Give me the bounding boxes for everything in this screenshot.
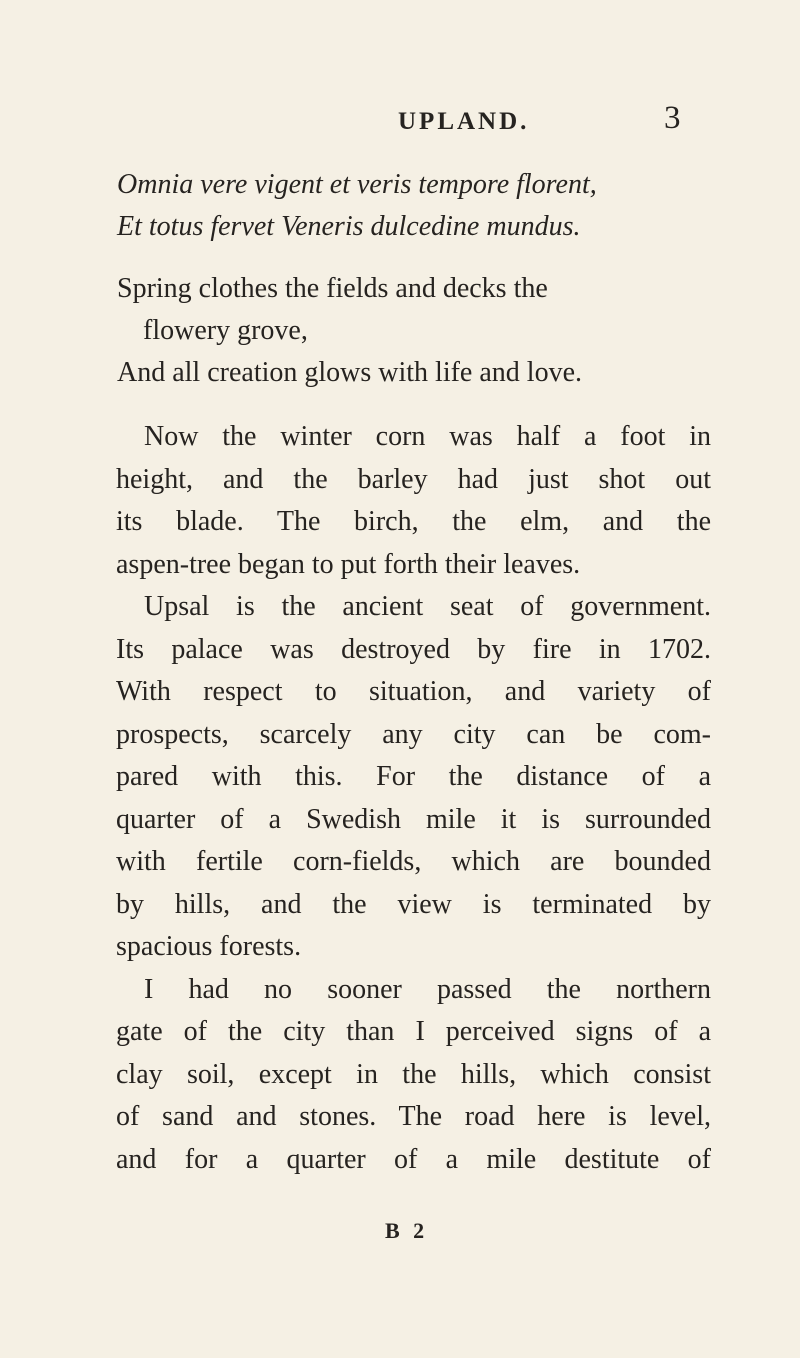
text-line: Now the winter corn was half a foot in [144, 421, 711, 452]
text-line: quarter of a Swedish mile it is surrounded [116, 803, 711, 835]
text-line: With respect to situation, and variety of [116, 676, 711, 707]
page-number: 3 [664, 100, 681, 136]
text-line: Its palace was destroyed by fire in 1702. [116, 633, 711, 665]
text-line: clay soil, except in the hills, which consist [116, 1058, 711, 1090]
text-line: its blade. The birch, the elm, and the [116, 506, 711, 537]
verse-line: flowery grove, [143, 315, 308, 346]
verse-line: Et totus fervet Veneris dulcedine mundus. [117, 211, 581, 242]
text-line: aspen-tree began to put forth their leaves. [116, 548, 581, 580]
verse-line: Spring clothes the fields and decks the [117, 273, 548, 304]
latin-verse [117, 164, 717, 248]
text-line: I had no sooner passed the northern [144, 973, 711, 1005]
text-line: by hills, and the view is terminated by [116, 888, 711, 920]
text-line: height, and the barley had just shot out [116, 463, 711, 495]
page-header [0, 100, 800, 150]
text-line: Upsal is the ancient seat of government. [144, 591, 711, 622]
body-text [116, 416, 711, 1181]
english-verse [117, 268, 717, 394]
text-line: gate of the city than I perceived signs of a [116, 1016, 711, 1047]
running-head: UPLAND. [398, 108, 530, 135]
verse-line: And all creation glows with life and love. [117, 357, 582, 388]
text-line: prospects, scarcely any city can be com- [116, 718, 711, 750]
text-line: with fertile corn-fields, which are bounded [116, 846, 711, 877]
signature-mark: B 2 [385, 1218, 429, 1243]
text-line: spacious forests. [116, 931, 302, 962]
text-line: pared with this. For the distance of a [116, 761, 711, 792]
verse-line: Omnia vere vigent et veris tempore florent, [117, 169, 597, 200]
text-line: of sand and stones. The road here is level, [116, 1101, 711, 1132]
text-line: and for a quarter of a mile destitute of [116, 1143, 711, 1175]
